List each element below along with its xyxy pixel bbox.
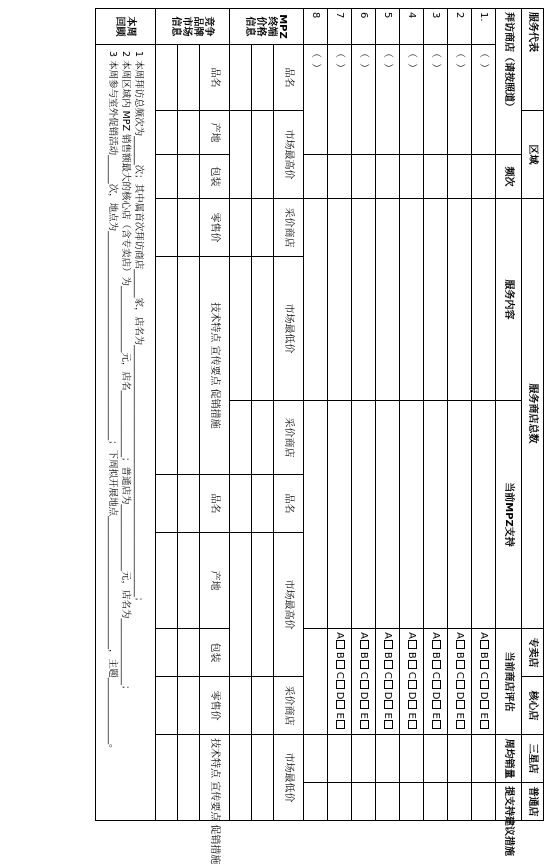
rating-choice-label: D <box>430 691 442 700</box>
row-number: 5 <box>376 9 400 45</box>
comp-product-label: 品名 <box>200 45 230 111</box>
store-rating-checkboxes <box>400 629 424 735</box>
summary-line-3: 3 本周参与室外促销活动______次，地点为____________________________________________；下周拟开展地点____________________________，主题______________。 <box>107 51 118 754</box>
rating-choice-label: C <box>478 671 490 679</box>
current-support-field[interactable] <box>376 401 400 629</box>
store-row <box>400 9 424 821</box>
summary-line-1: 1 本周拜访总频次为______次；其中属首次拜访商店______家，店名为_____________________________________________________； <box>133 51 144 607</box>
visits-field[interactable] <box>376 155 400 199</box>
rating-choice-label: C <box>334 671 346 679</box>
rating-checkbox[interactable] <box>361 660 370 669</box>
visits-label: 频次 <box>496 155 522 199</box>
core-store-label: 核心店 <box>522 677 544 735</box>
visits-field[interactable] <box>472 155 496 199</box>
rating-checkbox[interactable] <box>457 640 466 649</box>
rating-checkbox[interactable] <box>433 720 442 729</box>
rating-checkbox[interactable] <box>409 680 418 689</box>
service-code-label: 服务代表 <box>522 9 544 111</box>
weekly-review-label: 本周回顾 <box>96 9 156 45</box>
rating-checkbox[interactable] <box>337 700 346 709</box>
rating-choice-label: D <box>382 691 394 700</box>
rating-choice-label: D <box>406 691 418 700</box>
weekly-sales-field[interactable] <box>448 735 472 783</box>
comp-package-label: 包装 <box>200 155 230 199</box>
rating-choice-label: A <box>430 632 442 639</box>
store-row <box>448 9 472 821</box>
region-label: 区域 <box>522 111 544 199</box>
rating-choice-label: D <box>358 691 370 700</box>
store-name-field[interactable]: （ ） <box>376 45 400 155</box>
service-content-field[interactable] <box>448 199 472 401</box>
suggestions-field[interactable] <box>424 783 448 821</box>
rating-checkbox[interactable] <box>337 640 346 649</box>
rating-choice-label: C <box>382 671 394 679</box>
store-name-field[interactable]: （ ） <box>352 45 376 155</box>
current-support-field[interactable] <box>328 401 352 629</box>
suggestions-field[interactable] <box>448 783 472 821</box>
visits-field[interactable] <box>352 155 376 199</box>
weekly-sales-field[interactable] <box>376 735 400 783</box>
rating-choice-label: E <box>358 712 370 719</box>
current-support-label: 当前MPZ支持 <box>496 401 522 629</box>
store-name-field[interactable]: （ ） <box>424 45 448 155</box>
suggestions-label: 提支持建议措施 <box>496 783 522 821</box>
rating-choice-label: A <box>478 632 490 639</box>
suggestions-field[interactable] <box>352 783 376 821</box>
current-support-field[interactable] <box>400 401 424 629</box>
visits-field[interactable] <box>424 155 448 199</box>
rating-checkbox[interactable] <box>361 720 370 729</box>
store-name-field[interactable]: （ ） <box>328 45 352 155</box>
store-rating-checkboxes <box>472 629 496 735</box>
rating-choice-label: A <box>454 632 466 639</box>
suggestions-field[interactable] <box>328 783 352 821</box>
comp-package2-label: 包装 <box>200 629 230 677</box>
visits-field[interactable] <box>328 155 352 199</box>
rating-choice-label: B <box>454 651 466 659</box>
rating-choice-label: E <box>382 712 394 719</box>
weekly-sales-field[interactable] <box>352 735 376 783</box>
mpz-product2-label: 品名 <box>274 475 304 533</box>
store-row <box>328 9 352 821</box>
suggestions-field[interactable] <box>304 783 328 821</box>
service-content-field[interactable] <box>304 199 328 401</box>
summary-line-2: 2 本周区域内 MPZ 销售额最大的核心店（含专卖店）为______________元，店名______________；普通店为______________元，店名为______________； <box>120 51 131 695</box>
store-rating-checkboxes <box>328 629 352 735</box>
rating-checkbox[interactable] <box>385 720 394 729</box>
service-visit-form <box>95 8 544 864</box>
rating-choice-label: C <box>358 671 370 679</box>
rating-checkbox[interactable] <box>481 720 490 729</box>
store-rating-checkboxes <box>304 629 328 735</box>
service-content-field[interactable] <box>472 199 496 401</box>
rating-checkbox[interactable] <box>409 720 418 729</box>
rating-checkbox[interactable] <box>409 640 418 649</box>
rating-choice-label: D <box>454 691 466 700</box>
weekly-summary <box>96 45 156 821</box>
store-rating-checkboxes <box>448 629 472 735</box>
rating-choice-label: D <box>478 691 490 700</box>
row-number: 3 <box>424 9 448 45</box>
rating-checkbox[interactable] <box>433 680 442 689</box>
comp-origin2-label: 产地 <box>200 533 230 629</box>
weekly-sales-field[interactable] <box>472 735 496 783</box>
rating-choice-label: B <box>478 651 490 659</box>
suggestions-field[interactable] <box>400 783 424 821</box>
rating-choice-label: B <box>334 651 346 659</box>
rating-choice-label: A <box>406 632 418 639</box>
store-rows <box>304 9 496 821</box>
rating-choice-label: E <box>334 712 346 719</box>
rating-checkbox[interactable] <box>457 700 466 709</box>
three-star-label: 三星店 <box>522 735 544 783</box>
rating-choice-label: E <box>478 712 490 719</box>
rating-choice-label: E <box>406 712 418 719</box>
weekly-sales-field[interactable] <box>424 735 448 783</box>
rating-choice-label: B <box>406 651 418 659</box>
store-row <box>472 9 496 821</box>
rating-checkbox[interactable] <box>481 660 490 669</box>
rating-checkbox[interactable] <box>337 680 346 689</box>
row-number: 4 <box>400 9 424 45</box>
store-name-field[interactable]: （ ） <box>304 45 328 155</box>
rating-checkbox[interactable] <box>457 720 466 729</box>
rating-checkbox[interactable] <box>385 700 394 709</box>
mpz-market-low2-label: 市场最低价 <box>274 735 304 821</box>
rating-checkbox[interactable] <box>481 700 490 709</box>
rating-checkbox[interactable] <box>433 700 442 709</box>
store-overview-label: 服务商店总数 <box>522 199 544 629</box>
comp-tech-label: 技术特点 宣传要点 促销措施 <box>200 257 230 475</box>
rating-checkbox[interactable] <box>481 640 490 649</box>
row-number: 1. <box>472 9 496 45</box>
row-number: 6 <box>352 9 376 45</box>
rating-choice-label: A <box>334 632 346 639</box>
comp-product2-label: 品名 <box>200 475 230 533</box>
weekly-sales-field[interactable] <box>328 735 352 783</box>
store-name-field[interactable]: （ ） <box>400 45 424 155</box>
rating-choice-label: D <box>334 691 346 700</box>
rating-checkbox[interactable] <box>337 660 346 669</box>
current-support-field[interactable] <box>424 401 448 629</box>
rating-choice-label: C <box>454 671 466 679</box>
store-row <box>376 9 400 821</box>
comp-origin-label: 产地 <box>200 111 230 155</box>
service-content-field[interactable] <box>400 199 424 401</box>
visits-field[interactable] <box>448 155 472 199</box>
rating-checkbox[interactable] <box>361 680 370 689</box>
mpz-purchase-store-label: 采价商店 <box>274 199 304 257</box>
store-row <box>304 9 328 821</box>
service-content-field[interactable] <box>352 199 376 401</box>
row-number: 7 <box>328 9 352 45</box>
weekly-sales-label: 周均销量 <box>496 735 522 783</box>
rating-checkbox[interactable] <box>385 640 394 649</box>
store-rating-checkboxes <box>376 629 400 735</box>
service-content-field[interactable] <box>328 199 352 401</box>
rating-choice-label: E <box>430 712 442 719</box>
current-support-field[interactable] <box>472 401 496 629</box>
rating-checkbox[interactable] <box>385 660 394 669</box>
rating-checkbox[interactable] <box>385 680 394 689</box>
rating-checkbox[interactable] <box>361 700 370 709</box>
rating-checkbox[interactable] <box>409 700 418 709</box>
store-row <box>424 9 448 821</box>
rating-choice-label: C <box>406 671 418 679</box>
store-row <box>352 9 376 821</box>
rating-checkbox[interactable] <box>433 660 442 669</box>
mpz-purchase-store3-label: 采价商店 <box>274 677 304 735</box>
mpz-product-label: 品名 <box>274 45 304 111</box>
rating-choice-label: A <box>358 632 370 639</box>
service-content-label: 服务内容 <box>496 199 522 401</box>
rating-choice-label: A <box>382 632 394 639</box>
rating-checkbox[interactable] <box>457 660 466 669</box>
rating-choice-label: B <box>358 651 370 659</box>
store-name-field[interactable]: （ ） <box>448 45 472 155</box>
rating-choice-label: C <box>430 671 442 679</box>
rating-choice-label: B <box>382 651 394 659</box>
suggestions-field[interactable] <box>376 783 400 821</box>
current-support-field[interactable] <box>304 401 328 629</box>
current-support-field[interactable] <box>448 401 472 629</box>
rating-checkbox[interactable] <box>457 680 466 689</box>
comp-retail-label: 零售价 <box>200 199 230 257</box>
current-rating-label: 当前商店评估 <box>496 629 522 735</box>
mpz-market-low-label: 市场最低价 <box>274 257 304 401</box>
store-name-field[interactable]: （ ） <box>472 45 496 155</box>
rating-checkbox[interactable] <box>433 640 442 649</box>
comp-tech2-label: 技术特点 宣传要点 促销措施 <box>200 735 230 821</box>
store-rating-checkboxes <box>424 629 448 735</box>
weekly-sales-field[interactable] <box>304 735 328 783</box>
competitor-label: 竞争品牌市场信息 <box>156 9 230 45</box>
rating-checkbox[interactable] <box>337 720 346 729</box>
service-content-field[interactable] <box>424 199 448 401</box>
visits-field[interactable] <box>304 155 328 199</box>
row-number: 2 <box>448 9 472 45</box>
suggestions-field[interactable] <box>472 783 496 821</box>
rating-checkbox[interactable] <box>481 680 490 689</box>
regular-label: 普通店 <box>522 783 544 821</box>
comp-retail2-label: 零售价 <box>200 677 230 735</box>
weekly-sales-field[interactable] <box>400 735 424 783</box>
mpz-market-high2-label: 市场最高价 <box>274 533 304 677</box>
rating-choice-label: B <box>430 651 442 659</box>
mpz-purchase-store2-label: 采价商店 <box>274 401 304 475</box>
mpz-market-high-label: 市场最高价 <box>274 111 304 199</box>
visit-store-label: 拜访商店（请按照道） <box>496 9 522 155</box>
rating-checkbox[interactable] <box>361 640 370 649</box>
service-content-field[interactable] <box>376 199 400 401</box>
visits-field[interactable] <box>400 155 424 199</box>
current-support-field[interactable] <box>352 401 376 629</box>
store-rating-checkboxes <box>352 629 376 735</box>
rating-choice-label: E <box>454 712 466 719</box>
mpz-terminal-label: MPZ终端价格信息 <box>230 9 304 45</box>
rating-checkbox[interactable] <box>409 660 418 669</box>
row-number: 8 <box>304 9 328 45</box>
monopoly-label: 专卖店 <box>522 629 544 677</box>
